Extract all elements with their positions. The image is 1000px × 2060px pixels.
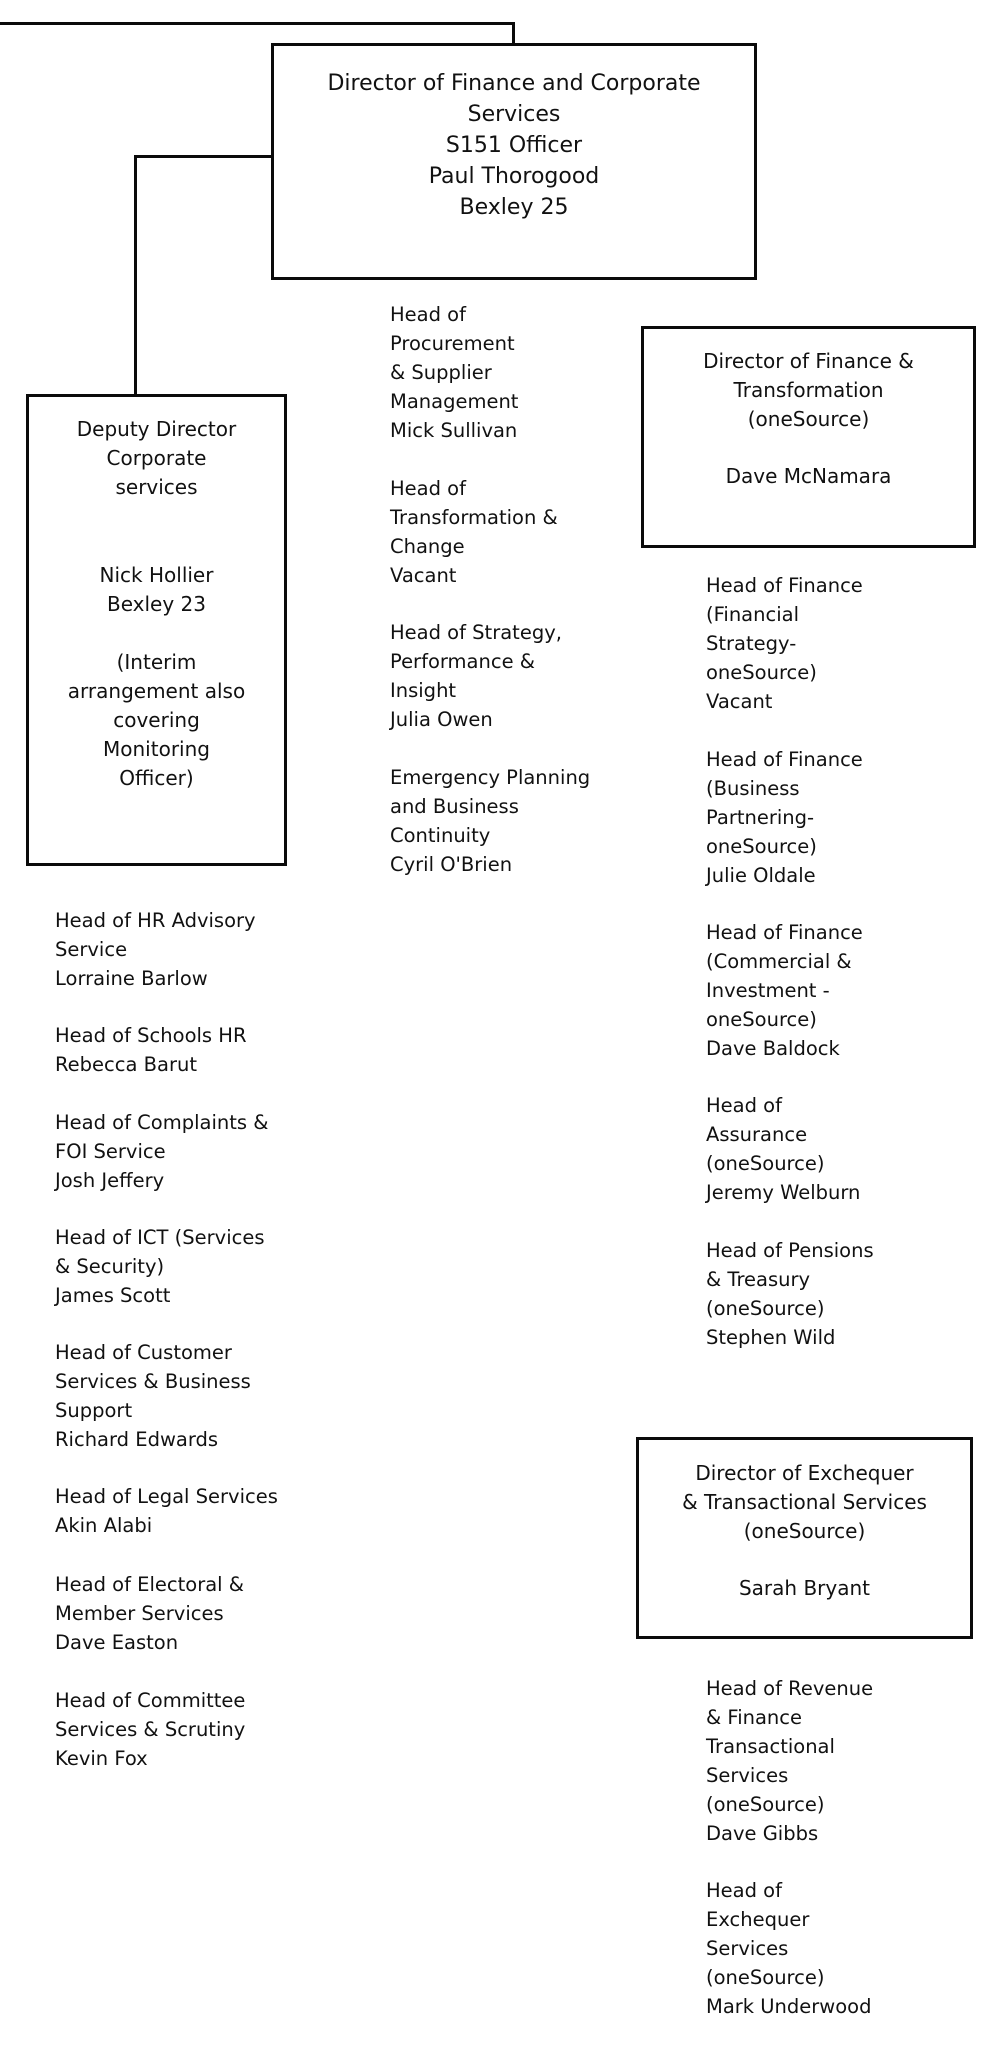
person-name: Mick Sullivan [390, 419, 518, 442]
role-line: and Business [390, 795, 519, 818]
role-line: Services [706, 1937, 789, 1960]
role-line: & Treasury [706, 1268, 811, 1291]
role-line: Head of Revenue [706, 1677, 874, 1700]
box-line: Sarah Bryant [738, 1576, 870, 1600]
person-name: Vacant [706, 690, 773, 713]
box-line: Bexley 25 [459, 195, 569, 220]
role-line: Head of Pensions [706, 1239, 874, 1262]
role-line: Continuity [390, 824, 491, 847]
role-line: & Supplier [390, 361, 492, 384]
role-line: oneSource) [706, 835, 817, 858]
role-line: Head of Electoral & [55, 1573, 245, 1596]
role-line: Exchequer [706, 1908, 810, 1931]
role-line: Head of Committee [55, 1689, 246, 1712]
right-list-item [706, 571, 863, 716]
person-name: Dave Easton [55, 1631, 179, 1654]
middle-list-item [390, 474, 558, 590]
person-name: Dave Baldock [706, 1037, 840, 1060]
person-name: Julia Owen [390, 708, 493, 731]
role-line: Performance & [390, 650, 535, 673]
left-list-item [55, 1482, 278, 1540]
role-line: (Business [706, 777, 800, 800]
role-line: Partnering- [706, 806, 815, 829]
role-line: Management [390, 390, 519, 413]
deputy-director-box [26, 394, 287, 866]
box-line: Services [467, 102, 561, 127]
director-finance-transformation-box [641, 326, 976, 548]
left-list-item [55, 1338, 251, 1454]
box-line: Director of Finance & [703, 349, 914, 373]
director-exchequer-name [639, 1574, 970, 1603]
role-line: Emergency Planning [390, 766, 591, 789]
connector-deputy-vertical [134, 155, 137, 397]
role-line: Head of Schools HR [55, 1024, 247, 1047]
director-finance-corporate-text [274, 68, 754, 223]
middle-list-item [390, 763, 590, 879]
right-list-item [706, 918, 863, 1063]
role-line: Head of [706, 1094, 782, 1117]
role-line: Head of Finance [706, 921, 863, 944]
box-line: arrangement also [67, 679, 246, 703]
role-line: Support [55, 1399, 133, 1422]
role-line: Change [390, 535, 465, 558]
role-line: (oneSource) [706, 1152, 825, 1175]
box-line: covering [113, 708, 200, 732]
connector-top-horizontal [0, 22, 515, 25]
role-line: Services [706, 1764, 789, 1787]
director-exchequer-title [639, 1459, 970, 1546]
role-line: Head of Strategy, [390, 621, 562, 644]
role-line: Transactional [706, 1735, 835, 1758]
role-line: Head of HR Advisory [55, 909, 256, 932]
left-list-item [55, 1108, 268, 1195]
role-line: Head of ICT (Services [55, 1226, 265, 1249]
box-line: Director of Exchequer [695, 1461, 914, 1485]
box-line: Officer) [119, 766, 194, 790]
person-name: Rebecca Barut [55, 1053, 197, 1076]
role-line: (Commercial & [706, 950, 852, 973]
role-line: Head of Customer [55, 1341, 232, 1364]
role-line: Head of [390, 477, 466, 500]
role-line: Services & Scrutiny [55, 1718, 246, 1741]
role-line: (oneSource) [706, 1793, 825, 1816]
director-finance-transformation-title [644, 347, 973, 434]
person-name: Jeremy Welburn [706, 1181, 861, 1204]
role-line: (Financial [706, 603, 799, 626]
left-list-item [55, 1570, 244, 1657]
role-line: Investment - [706, 979, 830, 1002]
person-name: James Scott [55, 1284, 171, 1307]
box-line: Paul Thorogood [428, 164, 600, 189]
role-line: & Finance [706, 1706, 803, 1729]
box-line: Nick Hollier [99, 563, 214, 587]
role-line: FOI Service [55, 1140, 166, 1163]
role-line: & Security) [55, 1255, 165, 1278]
role-line: Member Services [55, 1602, 224, 1625]
box-line: services [115, 475, 198, 499]
role-line: Head of Complaints & [55, 1111, 269, 1134]
box-line: (Interim [116, 650, 197, 674]
person-name: Kevin Fox [55, 1747, 148, 1770]
exchequer-list-item [706, 1674, 873, 1848]
deputy-director-name [29, 561, 284, 619]
middle-list-item [390, 618, 562, 734]
role-line: oneSource) [706, 661, 817, 684]
person-name: Vacant [390, 564, 457, 587]
role-line: Head of [706, 1879, 782, 1902]
role-line: Insight [390, 679, 457, 702]
middle-list-item [390, 300, 518, 445]
person-name: Richard Edwards [55, 1428, 219, 1451]
role-line: Transformation & [390, 506, 558, 529]
role-line: Head of [390, 303, 466, 326]
role-line: Service [55, 938, 128, 961]
exchequer-list-item [706, 1876, 872, 2021]
person-name: Mark Underwood [706, 1995, 872, 2018]
deputy-director-note [29, 648, 284, 793]
left-list-item [55, 1021, 247, 1079]
box-line: (oneSource) [747, 407, 870, 431]
role-line: (oneSource) [706, 1297, 825, 1320]
right-list-item [706, 745, 863, 890]
person-name: Josh Jeffery [55, 1169, 165, 1192]
box-line: Dave McNamara [725, 464, 892, 488]
person-name: Stephen Wild [706, 1326, 836, 1349]
box-line: Deputy Director [76, 417, 237, 441]
director-exchequer-box [636, 1437, 973, 1639]
director-finance-transformation-name [644, 462, 973, 491]
role-line: Services & Business [55, 1370, 251, 1393]
role-line: Head of Finance [706, 574, 863, 597]
left-list-item [55, 1223, 265, 1310]
box-line: & Transactional Services [682, 1490, 927, 1514]
right-list-item [706, 1236, 874, 1352]
director-finance-corporate-box [271, 43, 757, 280]
role-line: Head of Finance [706, 748, 863, 771]
box-line: Bexley 23 [106, 592, 206, 616]
person-name: Akin Alabi [55, 1514, 153, 1537]
deputy-director-title [29, 415, 284, 502]
box-line: Corporate [106, 446, 207, 470]
role-line: Procurement [390, 332, 515, 355]
left-list-item [55, 906, 256, 993]
box-line: (oneSource) [743, 1519, 866, 1543]
role-line: Assurance [706, 1123, 808, 1146]
role-line: Strategy- [706, 632, 797, 655]
box-line: Transformation [733, 378, 884, 402]
person-name: Julie Oldale [706, 864, 816, 887]
box-line: Monitoring [103, 737, 210, 761]
box-line: Director of Finance and Corporate [327, 71, 701, 96]
person-name: Lorraine Barlow [55, 967, 208, 990]
role-line: Head of Legal Services [55, 1485, 278, 1508]
left-list-item [55, 1686, 245, 1773]
person-name: Dave Gibbs [706, 1822, 819, 1845]
connector-deputy-horizontal [134, 155, 274, 158]
role-line: (oneSource) [706, 1966, 825, 1989]
box-line: S151 Officer [445, 133, 583, 158]
role-line: oneSource) [706, 1008, 817, 1031]
person-name: Cyril O'Brien [390, 853, 513, 876]
right-list-item [706, 1091, 860, 1207]
